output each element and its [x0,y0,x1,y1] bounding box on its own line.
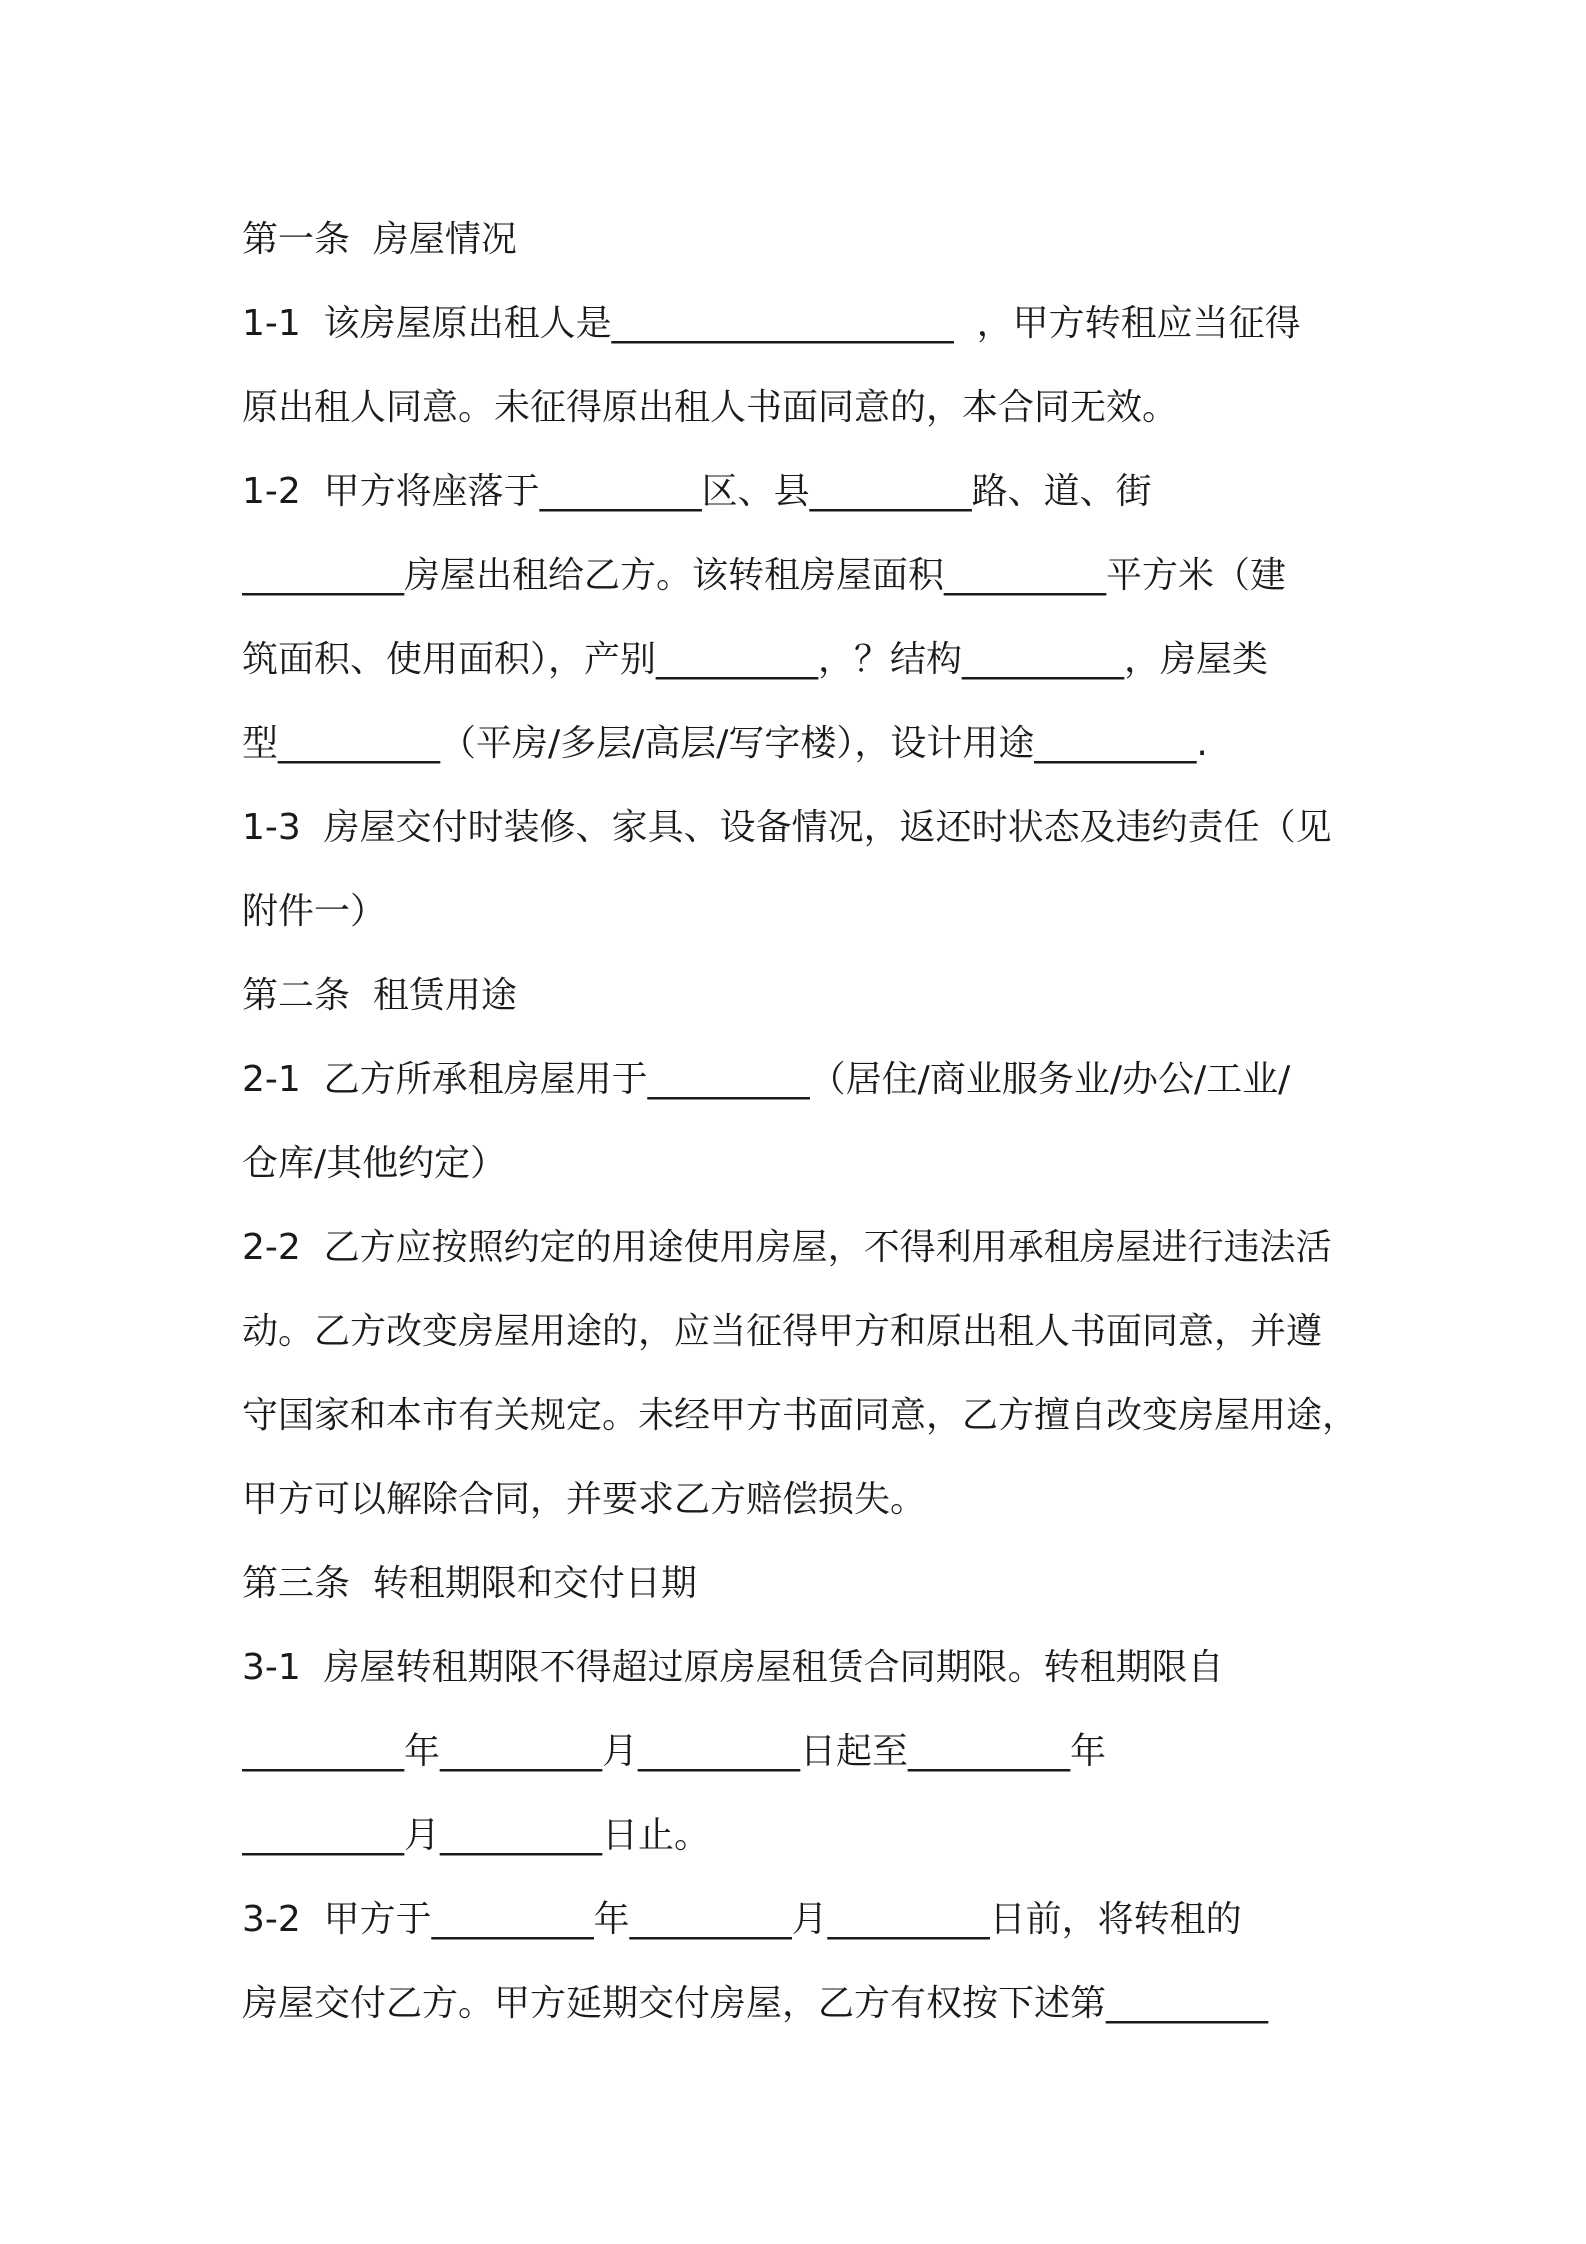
clause-2-2-line-1: 2-2 乙方应按照约定的用途使用房屋，不得利用承租房屋进行违法活 [242,1227,1332,1268]
clause-2-2-line-3: 守国家和本市有关规定。未经甲方书面同意，乙方擅自改变房屋用途， [242,1395,1359,1436]
clause-3-1-line-3: _________月_________日止。 [242,1815,711,1856]
contract-body [242,198,1362,2046]
article-2-heading: 第二条 租赁用途 [242,975,517,1016]
article-1-heading: 第一条 房屋情况 [242,219,517,260]
clause-1-2-line-2: _________房屋出租给乙方。该转租房屋面积_________平方米（建 [242,555,1287,596]
clause-2-1-line-2: 仓库/其他约定） [242,1143,507,1184]
clause-3-1-line-1: 3-1 房屋转租期限不得超过原房屋租赁合同期限。转租期限自 [242,1647,1224,1688]
clause-1-3-line-2: 附件一） [242,891,387,932]
clause-1-2-line-3: 筑面积、使用面积），产别_________，？结构_________，房屋类 [242,639,1269,680]
clause-1-2-line-4: 型_________（平房/多层/高层/写字楼），设计用途_________. [242,723,1208,764]
clause-3-2-line-2: 房屋交付乙方。甲方延期交付房屋，乙方有权按下述第_________ [242,1983,1269,2024]
clause-3-2-line-1: 3-2 甲方于_________年_________月_________日前，将转租的 [242,1899,1242,1940]
clause-2-2-line-2: 动。乙方改变房屋用途的，应当征得甲方和原出租人书面同意，并遵 [242,1311,1323,1352]
article-3-heading: 第三条 转租期限和交付日期 [242,1563,697,1604]
clause-3-1-line-2: _________年_________月_________日起至_________年 [242,1731,1107,1772]
clause-1-2-line-1: 1-2 甲方将座落于_________区、县_________路、道、街 [242,471,1152,512]
clause-2-1-line-1: 2-1 乙方所承租房屋用于_________（居住/商业服务业/办公/工业/ [242,1059,1291,1100]
clause-2-2-line-4: 甲方可以解除合同，并要求乙方赔偿损失。 [242,1479,927,1520]
clause-1-1-line-2: 原出租人同意。未征得原出租人书面同意的，本合同无效。 [242,387,1179,428]
clause-1-3-line-1: 1-3 房屋交付时装修、家具、设备情况，返还时状态及违约责任（见 [242,807,1332,848]
clause-1-1-line-1: 1-1 该房屋原出租人是___________________ ，甲方转租应当征得 [242,303,1301,344]
